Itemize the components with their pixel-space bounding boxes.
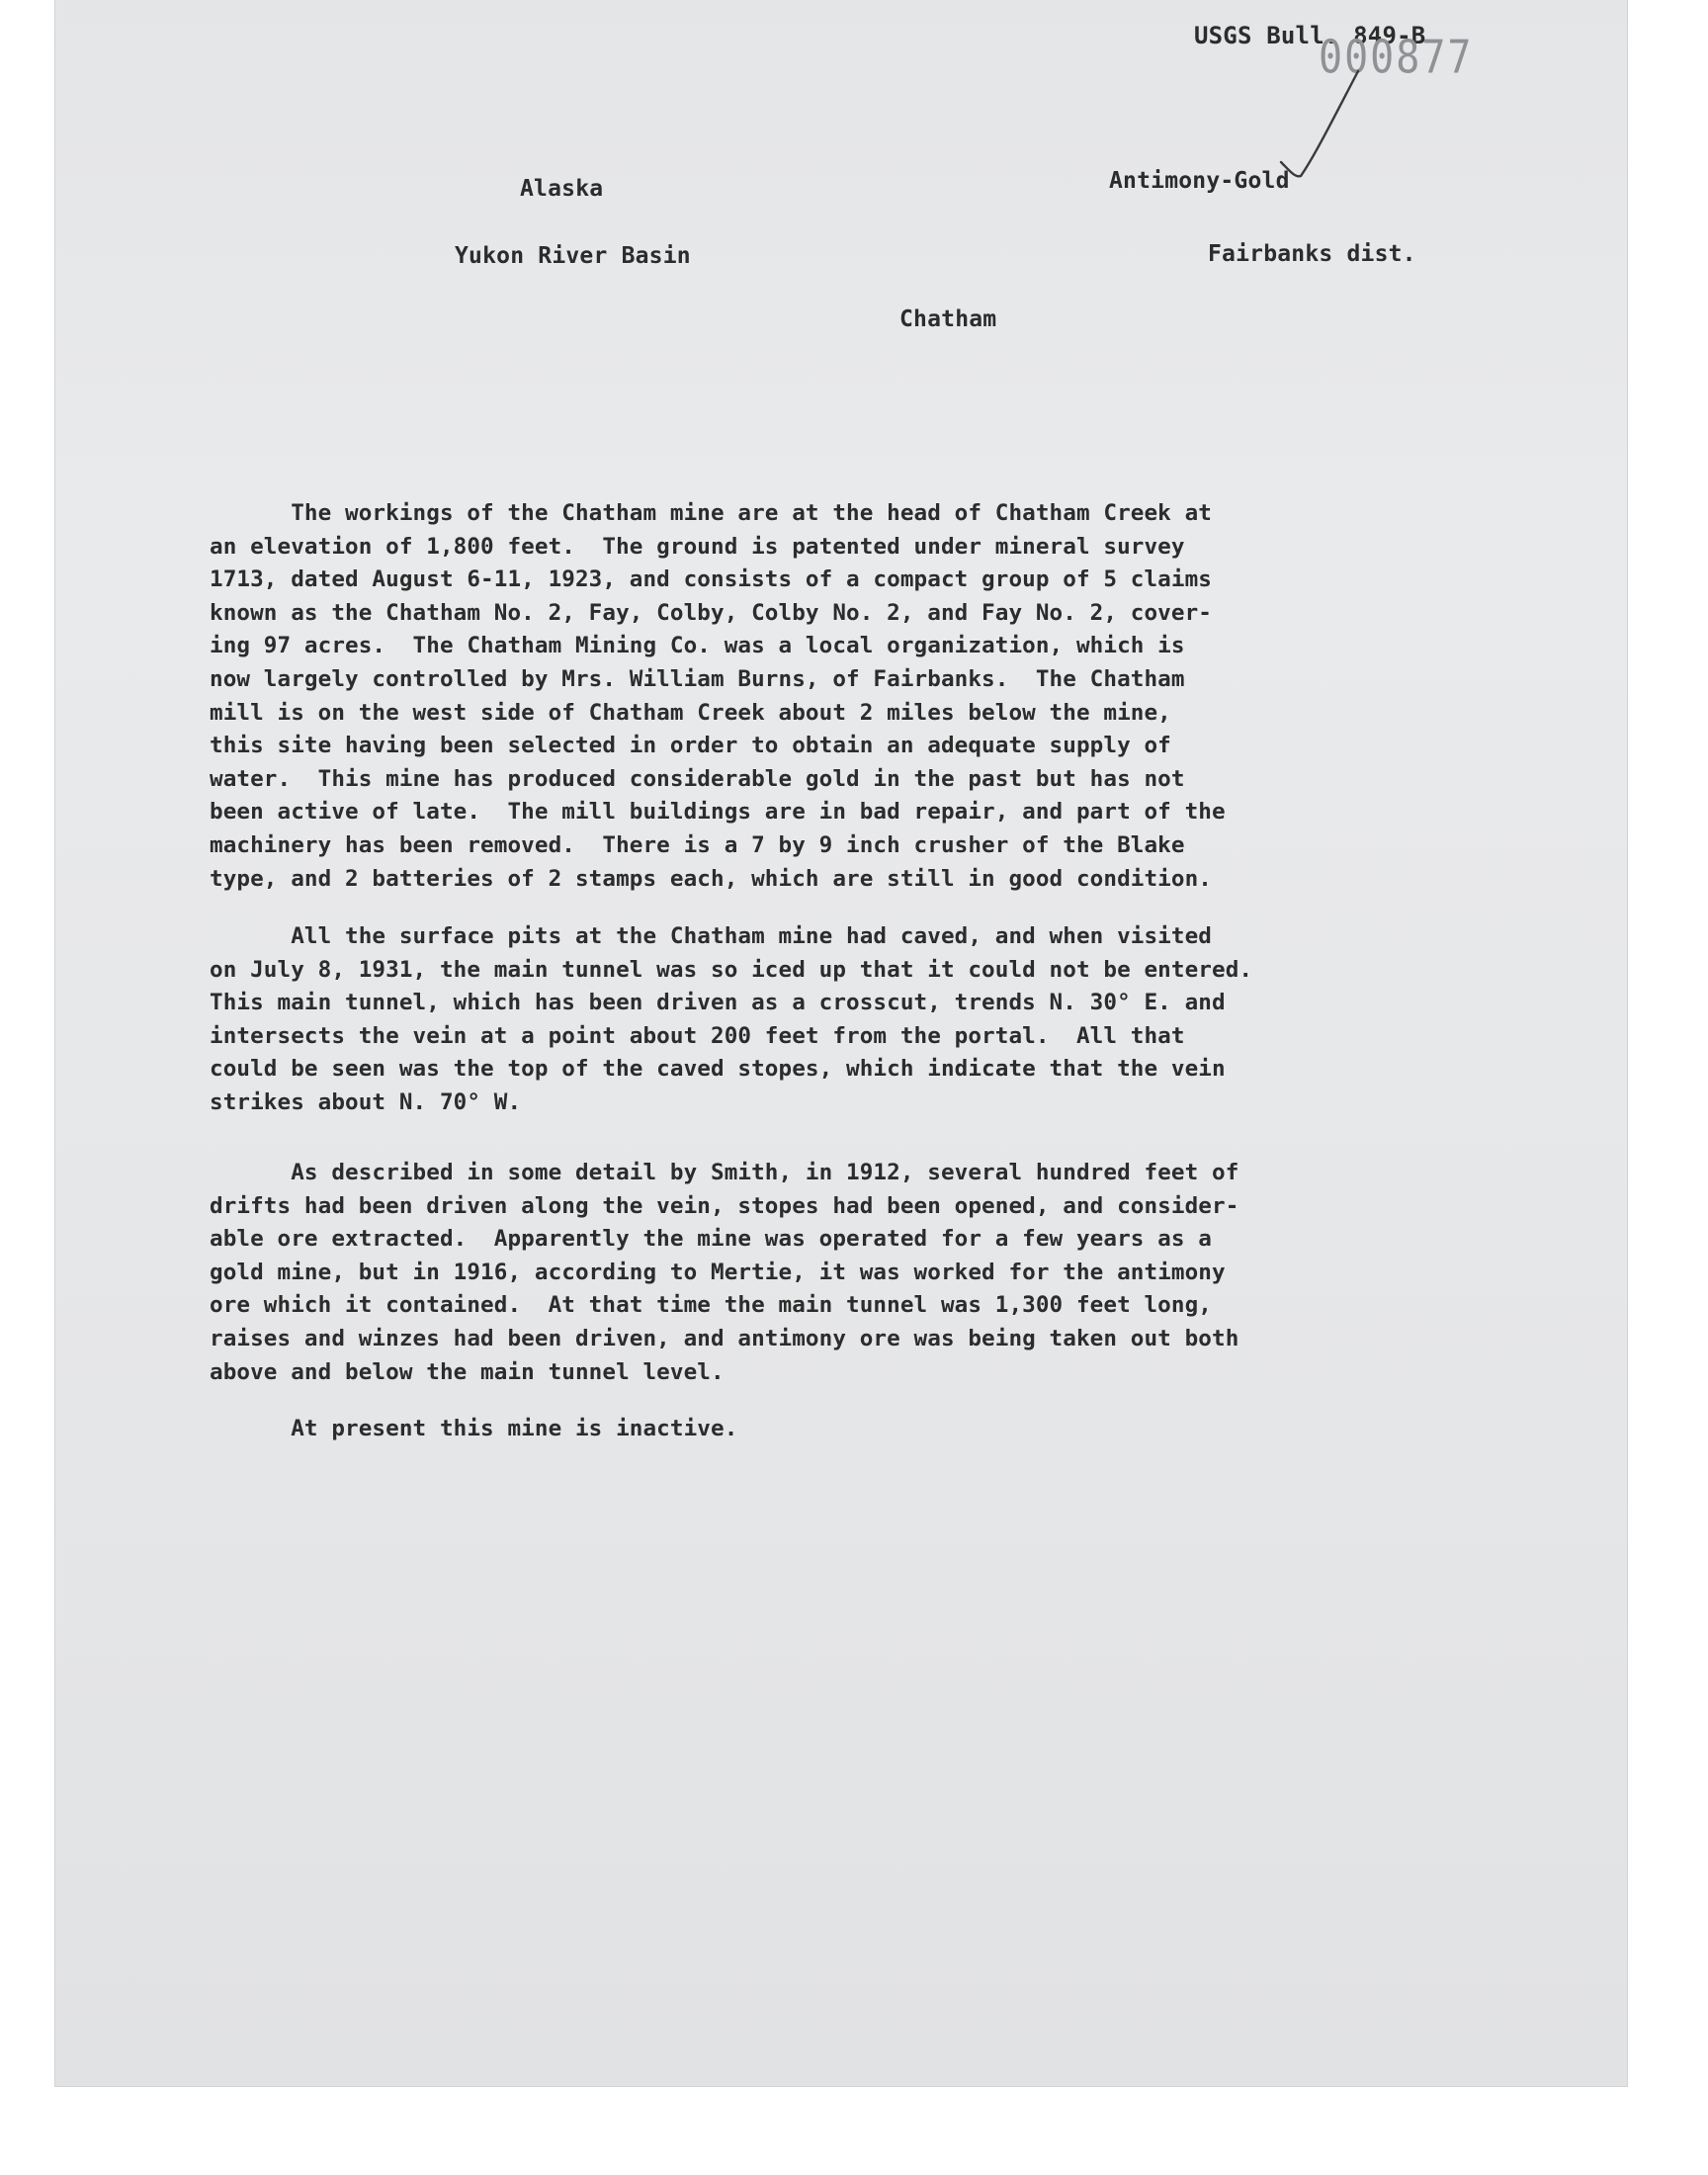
archive-stamp-number: 000877 (1319, 32, 1474, 84)
body-paragraph: All the surface pits at the Chatham mine had caved, and when visited on July 8, 1931, the main tunnel was so iced up that it could not be entered. This main tunnel, which has been driven as a crosscut, trends N. 30° E. and intersects the vein at a point about 200 feet from the portal. All that could be seen was the top of the caved stopes, which indicate that the vein strikes about N. 70° W. (210, 923, 1253, 1115)
body-paragraph: The workings of the Chatham mine are at the head of Chatham Creek at an elevation of 1,800 feet. The ground is patented under mineral survey 1713, dated August 6-11, 1923, and consists of a compact group of 5 claims known as the Chatham No. 2, Fay, Colby, Colby No. 2, and Fay No. 2, cover- ing 97 acres. The Chatham Mining Co. was a local organization, which is now largely controlled by Mrs. William Burns, of Fairbanks. The Chatham mill is on the west side of Chatham Creek about 2 miles below the mine, this site having been selected in order to obtain an adequate supply of water. This mine has produced considerable gold in the past but has not been active of late. The mill buildings are in bad repair, and part of the machinery has been removed. There is a 7 by 9 inch crusher of the Blake type, and 2 batteries of 2 stamps each, which are still in good condition. (210, 500, 1226, 892)
mine-title: Chatham (899, 306, 997, 332)
region-label: Yukon River Basin (455, 243, 691, 269)
district-label: Fairbanks dist. (1208, 241, 1416, 267)
body-paragraph: As described in some detail by Smith, in 1912, several hundred feet of drifts had been driven along the vein, stopes had been opened, and consider- able ore extracted. Apparently the mine was operated for a few years as a gold mine, but in 1916, according to Mertie, it was worked for the antimony ore which it contained. At that time the main tunnel was 1,300 feet long, raises and winzes had been driven, and antimony ore was being taken out both above and below the main tunnel level. (210, 1160, 1239, 1385)
state-label: Alaska (520, 176, 604, 202)
body-paragraph: At present this mine is inactive. (210, 1416, 738, 1441)
commodity-label: Antimony-Gold (1109, 168, 1290, 194)
bulletin-reference: USGS Bull. 849-B (1194, 22, 1426, 49)
